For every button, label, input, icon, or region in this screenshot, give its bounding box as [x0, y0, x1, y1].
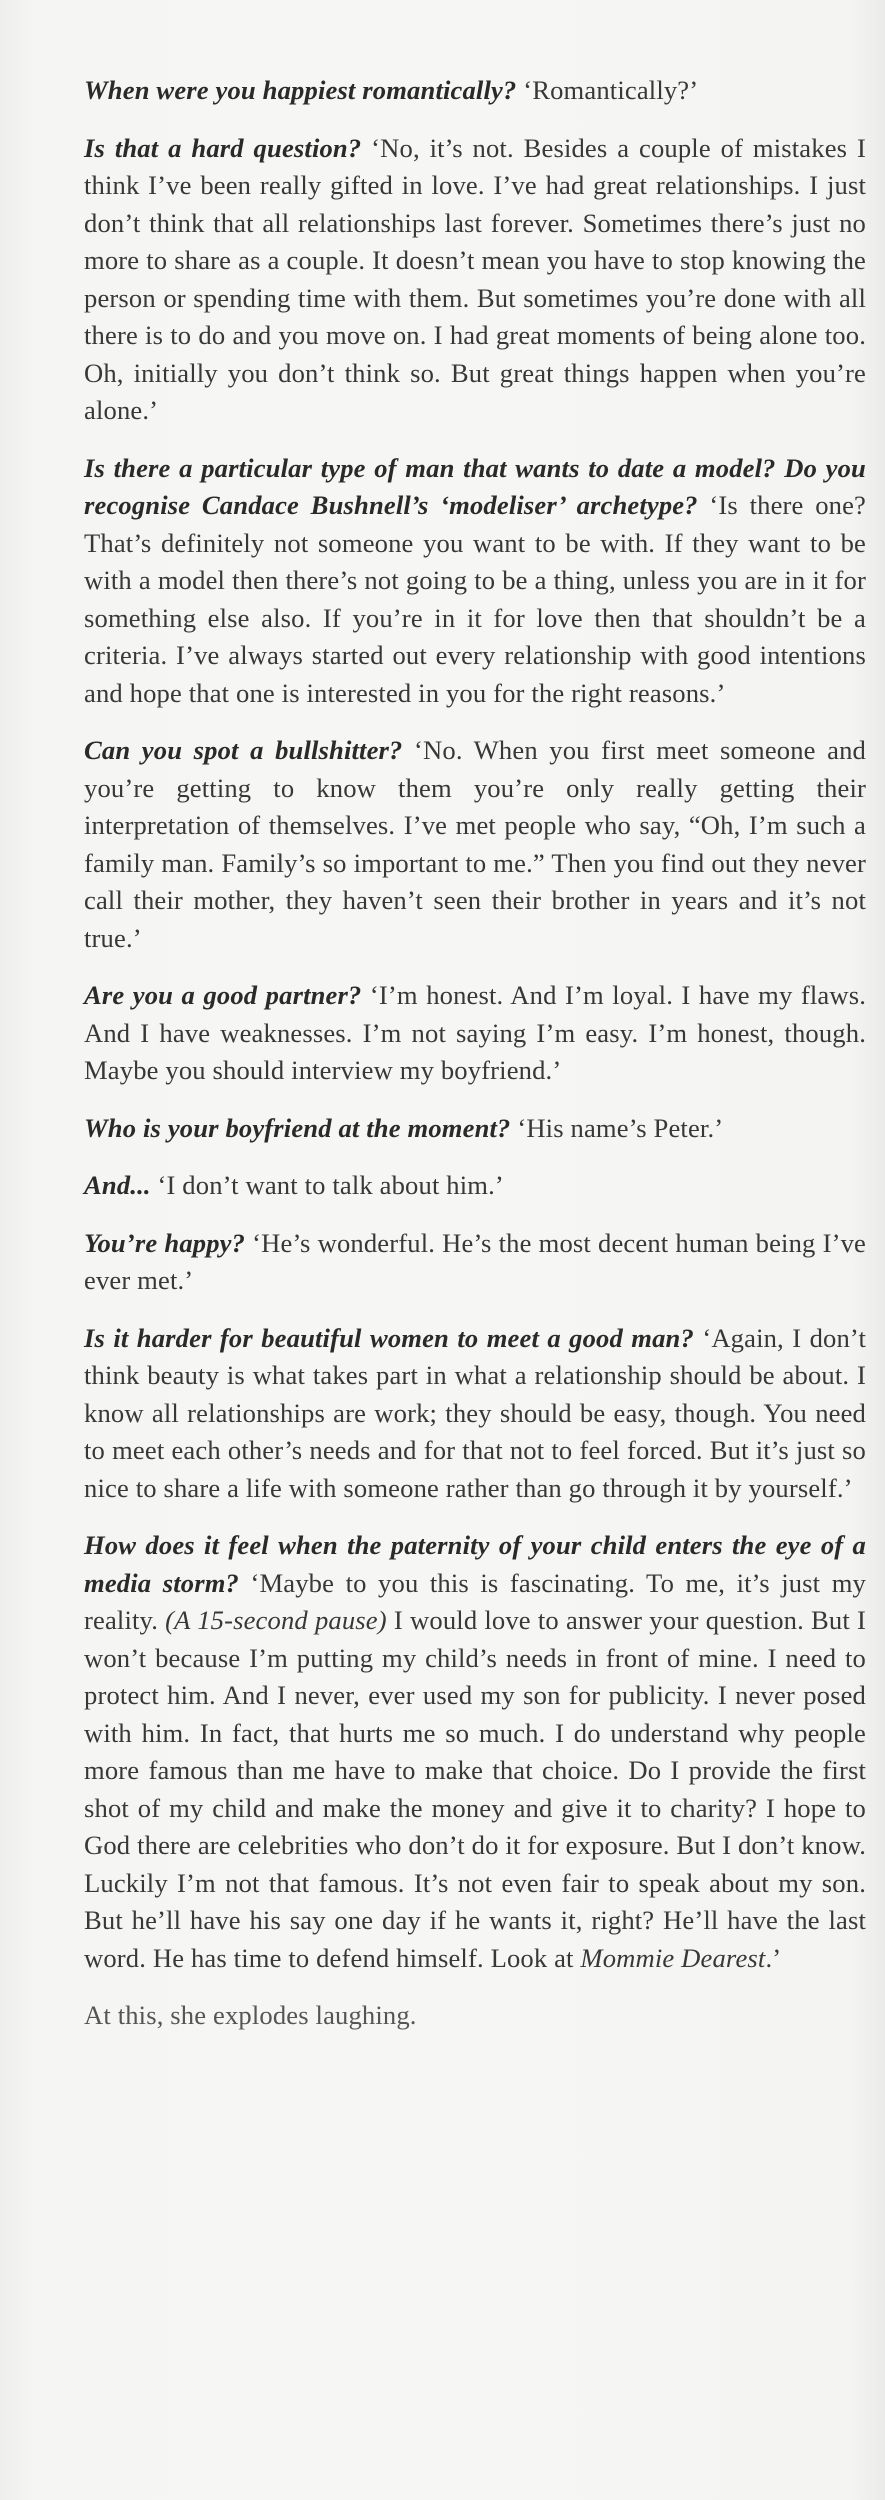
- interview-question: You’re happy?: [84, 1227, 246, 1258]
- interview-question: And...: [84, 1170, 151, 1200]
- qa-item-4: [84, 732, 866, 957]
- interview-answer: ‘He’s wonderful. He’s the most decent human being I’ve ever met.’: [84, 1227, 866, 1295]
- qa-item-2: [84, 130, 866, 430]
- interview-answer: ‘Is there one? That’s definitely not someone you want to be with. If they want to be with a model then there’s not going to be a thing, unless you are in it for something else also. If you’re in it for love then that shouldn’t be a criteria. I’ve always started out every relationship with good intentions and hope that one is interested in you for the right reasons.’: [84, 490, 866, 708]
- interview-answer: ‘No, it’s not. Besides a couple of mistakes I think I’ve been really gifted in love. I’ve had great relationships. I just don’t think that all relationships last forever. Sometimes there’s just no more to share as a couple. It doesn’t mean you have to stop knowing the person or spending time with them. But sometimes you’re done with all there is to do and you move on. I had great moments of being alone too. Oh, initially you don’t think so. But great things happen when you’re alone.’: [84, 132, 866, 425]
- interview-answer: ‘Again, I don’t think beauty is what takes part in what a relationship should be about. I know all relationships are work; they should be easy, though. You need to meet each other’s needs and for that not to feel forced. But it’s just so nice to share a life with someone rather than go through it by yourself.’: [84, 1322, 866, 1503]
- interview-answer-continued: I would love to answer your question. But I won’t because I’m putting my child’s needs in front of mine. I need to protect him. And I never, ever used my son for publicity. I never posed with him. In fact, that hurts me so much. I do understand why people more famous than me have to make that choice. Do I provide the first shot of my child and make the money and give it to charity? I hope to God there are celebrities who don’t do it for exposure. But I don’t know. Luckily I’m not that famous. It’s not even fair to speak about my son. But he’ll have his say one day if he wants it, right? He’ll have the last word. He has time to defend himself. Look at: [84, 1605, 866, 1973]
- interview-question: Can you spot a bullshitter?: [84, 735, 403, 765]
- interview-question: Is it harder for beautiful women to meet a good man?: [84, 1322, 694, 1353]
- answer-closing-punctuation: .’: [765, 1942, 782, 1973]
- qa-item-5: [84, 977, 866, 1090]
- interview-answer: ‘Maybe to you this is fascinating. To me, it’s just my reality.: [84, 1567, 866, 1635]
- interview-question: How does it feel when the paternity of your child enters the eye of a media storm?: [84, 1530, 866, 1598]
- qa-item-3: [84, 450, 866, 713]
- interview-question: Who is your boyfriend at the moment?: [84, 1112, 511, 1143]
- stage-direction: (A 15-second pause): [165, 1605, 387, 1635]
- interview-question: When were you happiest romantically?: [84, 75, 517, 105]
- interview-answer: ‘I’m honest. And I’m loyal. I have my flaws. And I have weaknesses. I’m not saying I’m easy. I’m honest, though. Maybe you should interview my boyfriend.’: [84, 980, 866, 1085]
- film-title-reference: Mommie Dearest: [580, 1942, 766, 1973]
- interview-answer: ‘His name’s Peter.’: [517, 1112, 724, 1143]
- qa-item-8: [84, 1225, 866, 1300]
- interview-question: Are you a good partner?: [84, 980, 362, 1010]
- closing-line: At this, she explodes laughing.: [84, 2000, 417, 2030]
- interview-article: [84, 72, 866, 2055]
- interview-answer: ‘Romantically?’: [523, 75, 699, 105]
- qa-item-1: [84, 72, 866, 110]
- qa-item-6: [84, 1110, 866, 1148]
- interview-question: Is there a particular type of man that wants to date a model? Do you recognise Candace Bushnell’s ‘modeliser’ archetype?: [84, 452, 866, 520]
- interview-answer: ‘I don’t want to talk about him.’: [157, 1170, 504, 1200]
- qa-item-10: [84, 1527, 866, 1977]
- qa-item-9: [84, 1320, 866, 1508]
- interview-question: Is that a hard question?: [84, 132, 362, 163]
- qa-item-7: [84, 1167, 866, 1205]
- interview-answer: ‘No. When you first meet someone and you’re getting to know them you’re only really getting their interpretation of themselves. I’ve met people who say, “Oh, I’m such a family man. Family’s so important to me.” Then you find out they never call their mother, they haven’t seen their brother in years and it’s not true.’: [84, 735, 867, 953]
